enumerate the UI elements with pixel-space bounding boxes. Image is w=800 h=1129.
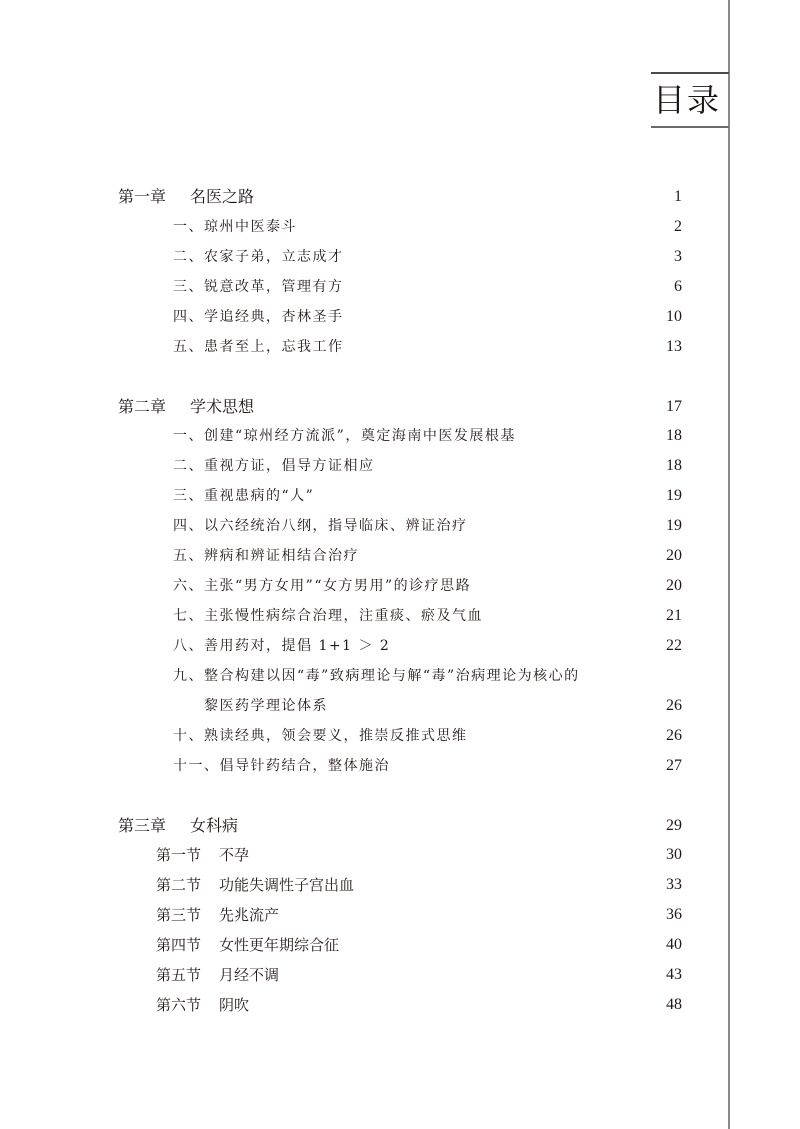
entry-label: 六、主张“男方女用”“女方男用”的诊疗思路 [173,578,472,594]
entry-label: 五、患者至上，忘我工作 [173,339,344,355]
entry-label-continuation: 黎医药学理论体系 [204,698,328,714]
page-number: 20 [666,547,682,564]
page-number: 43 [666,966,682,983]
page-number: 48 [666,996,682,1013]
toc-entry[interactable] [0,963,800,987]
page-number: 26 [666,697,682,714]
page-number: 2 [674,218,682,235]
entry-label: 四、学追经典，杏林圣手 [173,309,344,325]
toc-entry[interactable] [0,514,800,538]
toc-entry[interactable] [0,215,800,239]
toc-entry[interactable] [0,873,800,897]
entry-label: 第二节 功能失调性子宫出血 [156,876,355,894]
entry-label: 十、熟读经典，领会要义，推崇反推式思维 [173,728,468,744]
page-number: 10 [666,308,682,325]
page-number: 18 [666,457,682,474]
entry-label: 一、琼州中医泰斗 [173,219,297,235]
toc-entry[interactable] [0,484,800,508]
page-number: 26 [666,727,682,744]
entry-label: 八、善用药对，提倡 1+1 ＞ 2 [173,638,391,654]
page-number: 40 [666,936,682,953]
entry-label: 二、重视方证，倡导方证相应 [173,458,375,474]
page-number: 27 [666,757,682,774]
entry-label: 第六节 阴吹 [156,996,250,1014]
toc-entry[interactable] [0,245,800,269]
page-number: 13 [666,338,682,355]
entry-label: 五、辨病和辨证相结合治疗 [173,548,359,564]
page-number: 6 [674,278,682,295]
toc-entry[interactable] [0,335,800,359]
toc-entry[interactable] [0,574,800,598]
page-number: 17 [666,398,682,415]
toc-entry[interactable] [0,604,800,628]
page-number: 36 [666,906,682,923]
page-number: 21 [666,607,682,624]
entry-label: 三、锐意改革，管理有方 [173,279,344,295]
toc-entry-multiline[interactable] [0,664,800,688]
entry-label: 二、农家子弟，立志成才 [173,249,344,265]
toc-chapter-3[interactable] [0,814,800,838]
page-number: 20 [666,577,682,594]
toc-entry[interactable] [0,634,800,658]
entry-label: 第三节 先兆流产 [156,906,280,924]
entry-label: 十一、倡导针药结合，整体施治 [173,758,390,774]
page-number: 19 [666,517,682,534]
toc-entry[interactable] [0,933,800,957]
toc-entry[interactable] [0,843,800,867]
page-number: 3 [674,248,682,265]
page-number: 18 [666,427,682,444]
toc-entry[interactable] [0,424,800,448]
toc-entry[interactable] [0,754,800,778]
toc-entry[interactable] [0,275,800,299]
page-number: 30 [666,846,682,863]
toc-entry[interactable] [0,993,800,1017]
page-number: 33 [666,876,682,893]
entry-label: 第一节 不孕 [156,846,250,864]
entry-label: 三、重视患病的“人” [173,488,315,504]
entry-label: 第四节 女性更年期综合征 [156,936,340,954]
toc-entry[interactable] [0,724,800,748]
toc-title: 目录 [653,81,722,119]
toc-entry[interactable] [0,305,800,329]
toc-entry[interactable] [0,454,800,478]
page-number: 29 [666,817,682,834]
toc-entry-continuation[interactable] [0,694,800,718]
toc-title-box [651,72,729,128]
page-number: 1 [674,188,682,205]
chapter-label: 第二章 学术思想 [118,397,255,416]
page-number: 22 [666,637,682,654]
toc-entry[interactable] [0,544,800,568]
entry-label: 一、创建“琼州经方流派”，奠定海南中医发展根基 [173,428,516,444]
page-number: 19 [666,487,682,504]
entry-label: 第五节 月经不调 [156,966,280,984]
entry-label: 七、主张慢性病综合治理，注重痰、瘀及气血 [173,608,483,624]
chapter-label: 第三章 女科病 [118,816,239,835]
toc-entry[interactable] [0,903,800,927]
toc-chapter-2[interactable] [0,395,800,419]
entry-label: 四、以六经统治八纲，指导临床、辨证治疗 [173,518,468,534]
toc-chapter-1[interactable] [0,185,800,209]
chapter-label: 第一章 名医之路 [118,187,255,206]
entry-label: 九、整合构建以因“毒”致病理论与解“毒”治病理论为核心的 [173,668,580,684]
